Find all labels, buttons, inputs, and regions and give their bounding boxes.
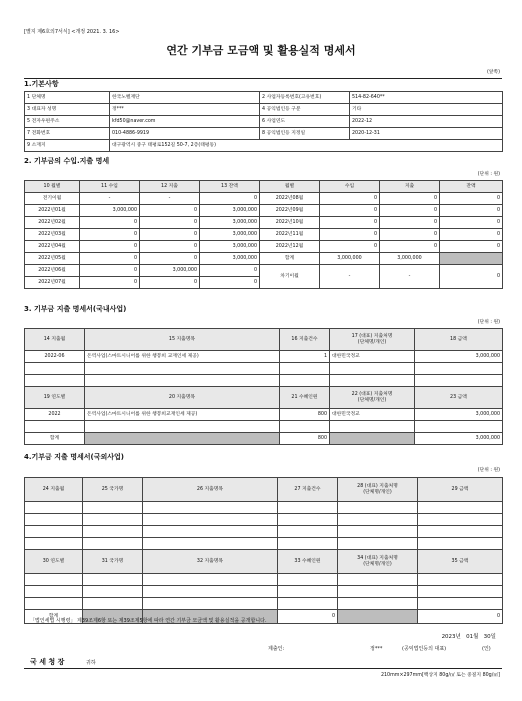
table-row: [25, 574, 503, 586]
purpose-cell: 돈역사업(스마트시니어를 위한 챙봉희교재인세 제공): [85, 409, 280, 421]
table-row: [25, 538, 503, 550]
income-cell: 0: [80, 229, 140, 241]
paper-spec: 210mm×297mm[백상지 80g/㎡ 또는 중질지 80g/㎡]: [380, 673, 500, 678]
column-header: 22 (대표) 지출처명 (단체명/개인): [330, 387, 415, 409]
column-header: 11 수입: [80, 181, 140, 193]
column-header: 24 지출월: [25, 478, 83, 502]
label-cell: 8 공익법인등 지정일: [260, 128, 350, 140]
column-header: 25 국가명: [83, 478, 143, 502]
expense-cell: 0: [380, 241, 440, 253]
month-cell: 2022년08월: [260, 193, 320, 205]
column-header: 15 지출명목: [85, 329, 280, 351]
label-cell: 1 단체명: [25, 92, 110, 104]
expense-cell: 0: [140, 253, 200, 265]
bottom-rule: [24, 668, 502, 669]
submitter-role: (공익법인등의 대표): [402, 646, 447, 652]
table-row: [25, 421, 503, 433]
table-row: [25, 253, 503, 265]
column-header: 35 금액: [418, 550, 503, 574]
count-cell: 1: [280, 351, 330, 363]
balance-cell: 0: [440, 217, 503, 229]
submission-date: 2023년 01월 30일: [441, 634, 496, 640]
column-header: 18 금액: [415, 329, 503, 351]
balance-cell: 0: [200, 193, 260, 205]
expense-cell: -: [140, 193, 200, 205]
table-header-row: [25, 181, 503, 193]
carry-balance: 0: [440, 265, 503, 289]
column-header: 월별: [260, 181, 320, 193]
month-cell: 2022년04월: [25, 241, 80, 253]
total-label: 합계: [25, 433, 85, 445]
page-title: 연간 기부금 모금액 및 활용실적 명세서: [166, 44, 356, 57]
column-header: 잔액: [440, 181, 503, 193]
column-header: 28 (대표) 지출처명 (단체명/개인): [338, 478, 418, 502]
signature-mark: (인): [482, 646, 491, 652]
value-cell: 한국노벨재단: [110, 92, 260, 104]
balance-cell: 0: [200, 277, 260, 289]
table-row: [25, 502, 503, 514]
income-cell: 3,000,000: [80, 205, 140, 217]
month-cell: 2022년06월: [25, 265, 80, 277]
submitter-name: 정***: [370, 646, 383, 652]
address-cell: 대구광역시 중구 태평로152길 50-7, 2층(태평동): [110, 140, 503, 152]
table-row: [25, 363, 503, 375]
section-1-title: 1.기본사항: [24, 80, 59, 88]
unit-label: (단위 : 원): [477, 468, 500, 473]
table-row: [25, 351, 503, 363]
table-row: [25, 128, 503, 140]
balance-cell: 0: [440, 193, 503, 205]
unit-label: (단위 : 원): [477, 172, 500, 177]
expense-cell: 0: [380, 193, 440, 205]
income-cell: 0: [80, 265, 140, 277]
total-count: 0: [278, 610, 338, 624]
total-amount: 3,000,000: [415, 433, 503, 445]
table-row: [25, 205, 503, 217]
expense-cell: 3,000,000: [140, 265, 200, 277]
table-row: [25, 598, 503, 610]
month-cell: 2022년03월: [25, 229, 80, 241]
column-header: 10 월별: [25, 181, 80, 193]
month-cell: 전기이월: [25, 193, 80, 205]
income-cell: 0: [80, 277, 140, 289]
column-header: 17 (대표) 지출처명 (단체명/개인): [330, 329, 415, 351]
income-expense-table: [24, 180, 503, 289]
value-cell: 2022-12: [350, 116, 503, 128]
table-header-row: [25, 329, 503, 351]
balance-cell: 3,000,000: [200, 229, 260, 241]
month-cell: 2022년05월: [25, 253, 80, 265]
legal-basis-text: 「법인세법 시행령」 제39조제6항 또는 제39조제5항에 따라 연간 기부금 모금액 및 활용실적을 공개합니다.: [30, 618, 267, 624]
table-row: [25, 375, 503, 387]
balance-cell: 0: [440, 229, 503, 241]
domestic-expense-table: [24, 328, 503, 445]
expense-cell: 0: [140, 241, 200, 253]
balance-cell: 3,000,000: [200, 241, 260, 253]
month-cell: 2022년11월: [260, 229, 320, 241]
recipient-cell: 대한민국정교: [330, 351, 415, 363]
table-row: [25, 104, 503, 116]
income-cell: 0: [320, 229, 380, 241]
balance-cell: 0: [440, 205, 503, 217]
expense-cell: 0: [380, 217, 440, 229]
column-header: 13 잔액: [200, 181, 260, 193]
table-row: [25, 241, 503, 253]
column-header: 20 지출명목: [85, 387, 280, 409]
value-cell: kfd50@naver.com: [110, 116, 260, 128]
column-header: 30 연도별: [25, 550, 83, 574]
column-header: 31 국가명: [83, 550, 143, 574]
month-cell: 2022년12월: [260, 241, 320, 253]
month-cell: 2022년07월: [25, 277, 80, 289]
value-cell: 010-4886-9919: [110, 128, 260, 140]
total-label: 합계: [25, 610, 83, 624]
value-cell: 2020-12-31: [350, 128, 503, 140]
column-header: 32 지출명목: [143, 550, 278, 574]
amount-cell: 3,000,000: [415, 351, 503, 363]
basic-info-table: [24, 91, 503, 152]
total-income: 3,000,000: [320, 253, 380, 265]
year-cell: 2022: [25, 409, 85, 421]
addressee: 국 세 청 장: [30, 658, 65, 666]
table-header-row: [25, 478, 503, 502]
table-row: [25, 586, 503, 598]
column-header: 34 (대표) 지출처명 (단체명/개인): [338, 550, 418, 574]
column-header: 26 지출명목: [143, 478, 278, 502]
expense-cell: 0: [380, 229, 440, 241]
column-header: 지출: [380, 181, 440, 193]
table-row: [25, 265, 503, 277]
expense-cell: 0: [140, 277, 200, 289]
side-note: (앞쪽): [486, 70, 500, 75]
total-label: 합계: [260, 253, 320, 265]
balance-cell: 3,000,000: [200, 205, 260, 217]
income-cell: 0: [80, 217, 140, 229]
month-cell: 2022년02월: [25, 217, 80, 229]
addressee-suffix: 귀하: [86, 660, 96, 666]
purpose-cell: 돈역사업(스마트시니어를 위한 챙봉희 교재인세 제공): [85, 351, 280, 363]
column-header: 수입: [320, 181, 380, 193]
table-row: [25, 140, 503, 152]
table-row: [25, 514, 503, 526]
balance-cell: 3,000,000: [200, 253, 260, 265]
label-cell: 4 공익법인등 구분: [260, 104, 350, 116]
table-row: [25, 217, 503, 229]
table-header-row: [25, 387, 503, 409]
total-balance: [440, 253, 503, 265]
top-rule: [24, 78, 502, 79]
income-cell: 0: [320, 205, 380, 217]
table-row: [25, 116, 503, 128]
form-number: [별지 제6호의7서식] <개정 2021. 3. 16>: [24, 29, 120, 35]
income-cell: 0: [320, 217, 380, 229]
amount-cell: 3,000,000: [415, 409, 503, 421]
column-header: 33 수혜인원: [278, 550, 338, 574]
beneficiary-cell: 800: [280, 409, 330, 421]
column-header: 29 금액: [418, 478, 503, 502]
label-cell: 5 전자우편주소: [25, 116, 110, 128]
carry-label: 차기이월: [260, 265, 320, 289]
label-cell: 7 전화번호: [25, 128, 110, 140]
total-count: 800: [280, 433, 330, 445]
column-header: 16 지출건수: [280, 329, 330, 351]
value-cell: 기타: [350, 104, 503, 116]
label-cell: 3 대표자 성명: [25, 104, 110, 116]
section-2-title: 2. 기부금의 수입.지출 명세: [24, 157, 110, 165]
income-cell: 0: [320, 193, 380, 205]
recipient-cell: 대한민국정교: [330, 409, 415, 421]
section-3-title: 3. 기부금 지출 명세서(국내사업): [24, 305, 127, 313]
column-header: 12 지출: [140, 181, 200, 193]
table-row: [25, 193, 503, 205]
month-cell: 2022년09월: [260, 205, 320, 217]
expense-cell: 0: [380, 205, 440, 217]
column-header: 27 지출건수: [278, 478, 338, 502]
total-row: [25, 433, 503, 445]
balance-cell: 0: [440, 241, 503, 253]
label-cell: 6 사업연도: [260, 116, 350, 128]
overseas-expense-table: [24, 477, 503, 624]
balance-cell: 0: [200, 265, 260, 277]
income-cell: 0: [80, 253, 140, 265]
total-expense: 3,000,000: [380, 253, 440, 265]
table-row: [25, 229, 503, 241]
column-header: 21 수혜인원: [280, 387, 330, 409]
unit-label: (단위 : 원): [477, 320, 500, 325]
table-row: [25, 92, 503, 104]
column-header: 14 지출월: [25, 329, 85, 351]
section-4-title: 4.기부금 지출 명세서(국외사업): [24, 453, 124, 461]
carry-expense: -: [380, 265, 440, 289]
value-cell: 정***: [110, 104, 260, 116]
label-cell: 2 사업자등록번호(고유번호): [260, 92, 350, 104]
total-amount: 0: [418, 610, 503, 624]
column-header: 23 금액: [415, 387, 503, 409]
table-row: [25, 409, 503, 421]
table-header-row: [25, 550, 503, 574]
value-cell: 514-82-640**: [350, 92, 503, 104]
month-cell: 2022-06: [25, 351, 85, 363]
income-cell: -: [80, 193, 140, 205]
carry-income: -: [320, 265, 380, 289]
expense-cell: 0: [140, 205, 200, 217]
submitter-label: 제출인:: [268, 646, 285, 652]
table-row: [25, 526, 503, 538]
label-cell: 9 소재지: [25, 140, 110, 152]
income-cell: 0: [80, 241, 140, 253]
month-cell: 2022년10월: [260, 217, 320, 229]
column-header: 19 연도별: [25, 387, 85, 409]
balance-cell: 3,000,000: [200, 217, 260, 229]
month-cell: 2022년01월: [25, 205, 80, 217]
expense-cell: 0: [140, 229, 200, 241]
expense-cell: 0: [140, 217, 200, 229]
income-cell: 0: [320, 241, 380, 253]
